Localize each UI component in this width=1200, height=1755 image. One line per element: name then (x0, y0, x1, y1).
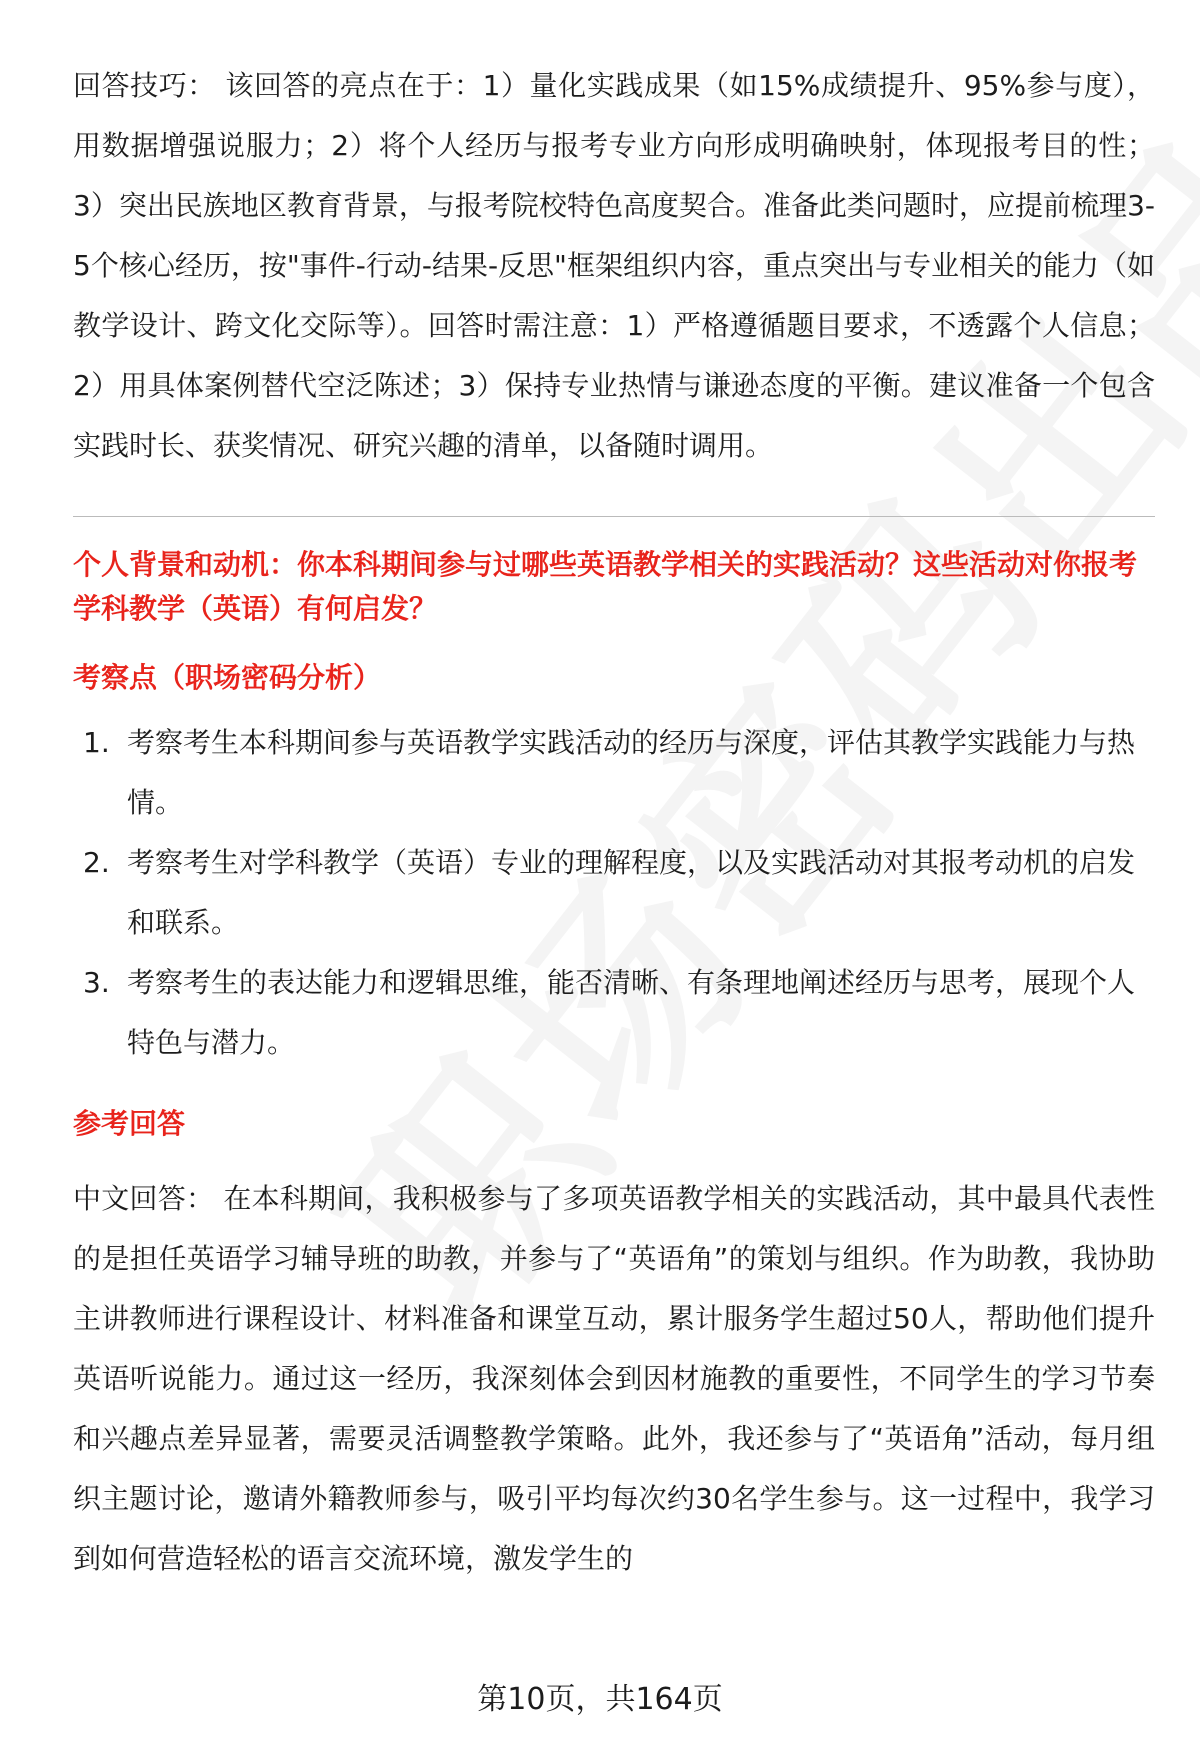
list-item-number: 2. (83, 846, 110, 879)
list-item-number: 1. (83, 726, 110, 759)
document-page (73, 56, 1155, 1589)
list-item-text: 考察考生的表达能力和逻辑思维，能否清晰、有条理地阐述经历与思考，展现个人特色与潜力。 (127, 966, 1136, 1059)
list-item-text: 考察考生对学科教学（英语）专业的理解程度，以及实践活动对其报考动机的启发和联系。 (127, 846, 1136, 939)
list-item-number: 3. (83, 966, 110, 999)
list-item-text: 考察考生本科期间参与英语教学实践活动的经历与深度，评估其教学实践能力与热情。 (127, 726, 1136, 819)
list-item (73, 953, 1155, 1073)
reference-answer-heading: 参考回答 (73, 1107, 186, 1140)
exam-points-list (73, 713, 1155, 1073)
answer-tips-paragraph: 回答技巧： 该回答的亮点在于：1）量化实践成果（如15%成绩提升、95%参与度），用数据增强说服力；2）将个人经历与报考专业方向形成明确映射，体现报考目的性；3）突出民族地区教育背景，与报考院校特色高度契合。准备此类问题时，应提前梳理3-5个核心经历，按"事件-行动-结果-反思"框架组织内容，重点突出与专业相关的能力（如教学设计、跨文化交际等）。回答时需注意：1）严格遵循题目要求，不透露个人信息；2）用具体案例替代空泛陈述；3）保持专业热情与谦逊态度的平衡。建议准备一个包含实践时长、获奖情况、研究兴趣的清单，以备随时调用。 (73, 69, 1155, 462)
reference-answer-paragraph: 中文回答： 在本科期间，我积极参与了多项英语教学相关的实践活动，其中最具代表性的是担任英语学习辅导班的助教，并参与了“英语角”的策划与组织。作为助教，我协助主讲教师进行课程设计、材料准备和课堂互动，累计服务学生超过50人，帮助他们提升英语听说能力。通过这一经历，我深刻体会到因材施教的重要性，不同学生的学习节奏和兴趣点差异显著，需要灵活调整教学策略。此外，我还参与了“英语角”活动，每月组织主题讨论，邀请外籍教师参与，吸引平均每次约30名学生参与。这一过程中，我学习到如何营造轻松的语言交流环境，激发学生的 (73, 1182, 1155, 1575)
list-item (73, 713, 1155, 833)
list-item (73, 833, 1155, 953)
page-number-footer: 第10页，共164页 (477, 1682, 723, 1717)
exam-points-heading: 考察点（职场密码分析） (73, 661, 382, 694)
question-title: 个人背景和动机：你本科期间参与过哪些英语教学相关的实践活动？这些活动对你报考学科教学（英语）有何启发？ (73, 548, 1138, 625)
section-divider (73, 516, 1155, 517)
